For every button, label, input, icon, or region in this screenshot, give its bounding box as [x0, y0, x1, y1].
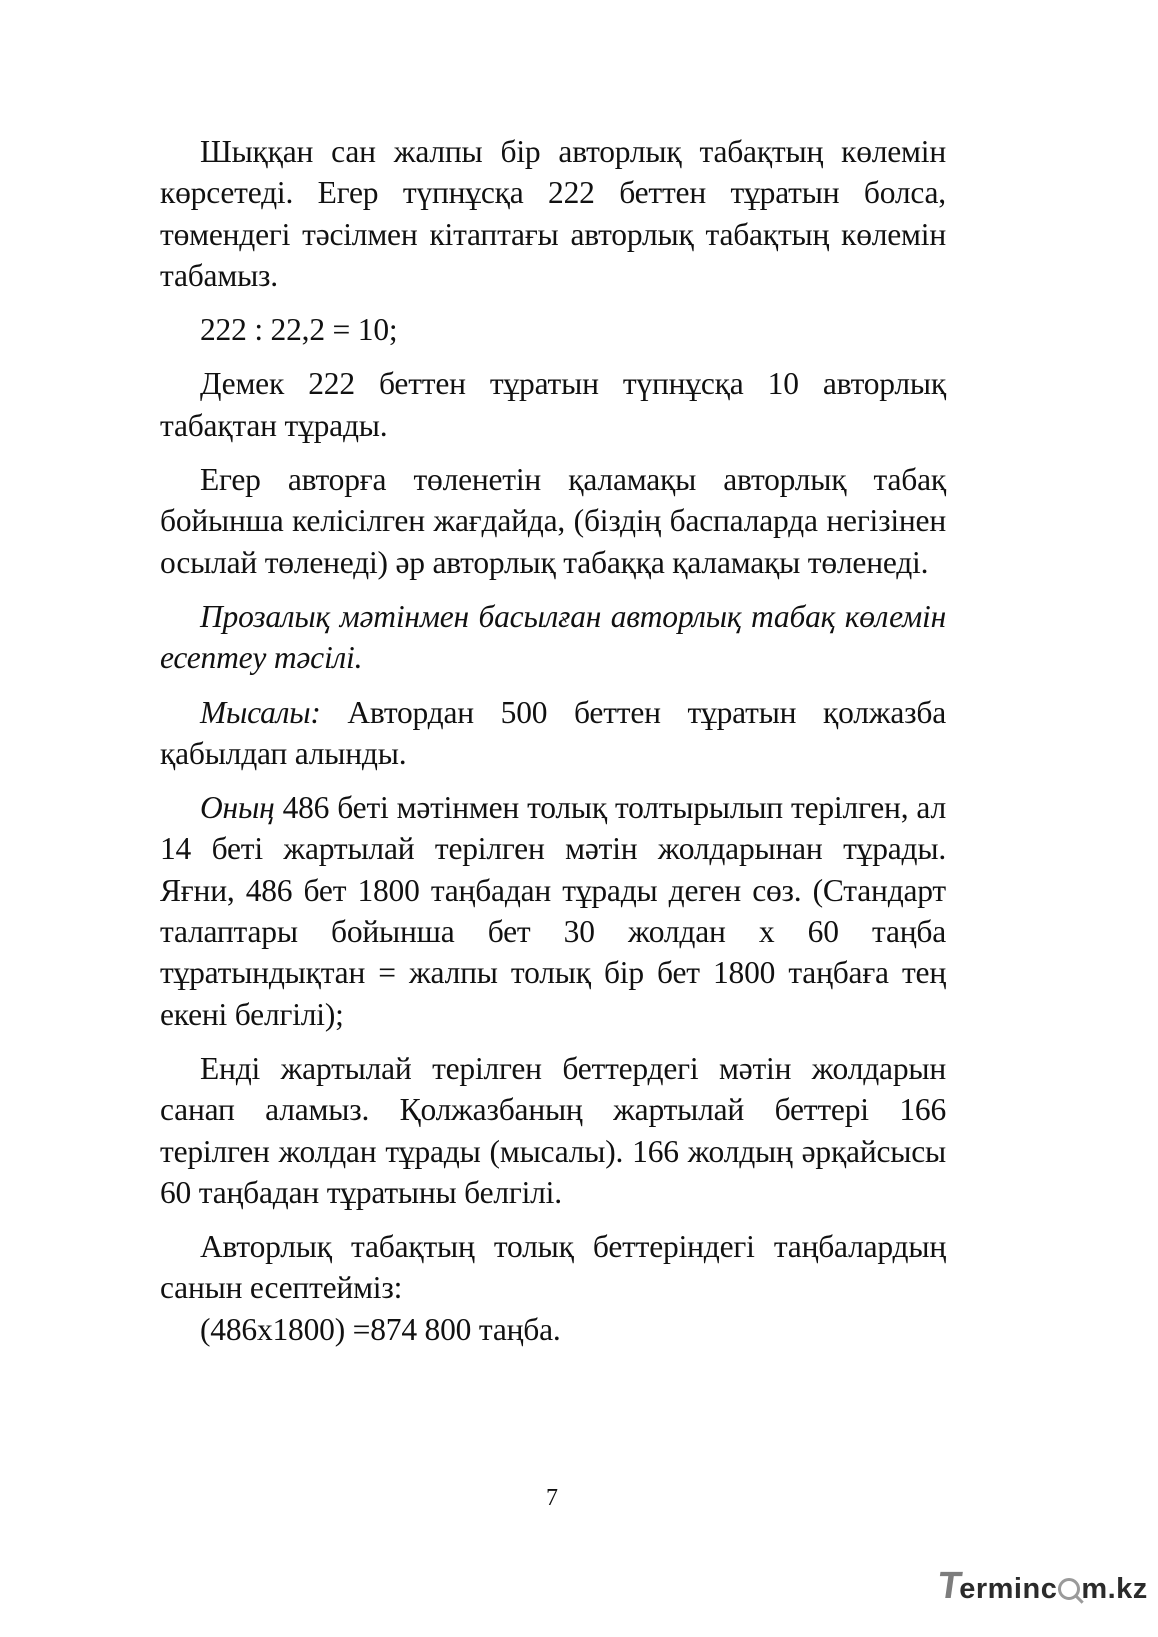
watermark-text-end: m.kz: [1081, 1573, 1148, 1605]
paragraph-8: Авторлық табақтың толық беттеріндегі таңбалардың санын есептейміз:: [160, 1229, 946, 1306]
page-body: [160, 131, 946, 1363]
paragraph-method-heading: Прозалық мәтінмен басылған авторлық табақ көлемін есептеу тәсілі.: [160, 598, 946, 676]
paragraph-3: Егер авторға төленетін қаламақы авторлық табақ бойынша келісілген жағдайда, (біздің баспаларда негізінен осылай төленеді) әр авторлық табаққа қаламақы төленеді.: [160, 462, 946, 580]
watermark-text-start: erminc: [959, 1573, 1058, 1605]
pages-detail-text: 486 беті мәтінмен толық толтырылып терілген, ал 14 беті жартылай терілген мәтін жолдарынан тұрады. Яғни, 486 бет 1800 таңбадан тұрады деген сөз. (Стандарт талаптары бойынша бет 30 жолдан х 60 таңба тұратындықтан = жалпы толық бір бет 1800 таңбаға тең екені белгілі);: [160, 790, 946, 1032]
formula-multiplication: (486х1800) =874 800 таңба.: [200, 1311, 561, 1347]
example-text: Автордан 500 беттен тұратын қолжазба қабылдап алынды.: [160, 694, 946, 771]
paragraph-1: Шыққан сан жалпы бір авторлық табақтың көлемін көрсетеді. Егер түпнұсқа 222 беттен тұратын болса, төмендегі тәсілмен кітаптағы авторлық табақтың көлемін табамыз.: [160, 134, 946, 293]
magnifier-icon: [1058, 1578, 1080, 1600]
paragraph-2: Демек 222 беттен тұратын түпнұсқа 10 авторлық табақтан тұрады.: [160, 366, 946, 443]
page-number: 7: [546, 1485, 558, 1511]
paragraph-7: Енді жартылай терілген беттердегі мәтін жолдарын санап аламыз. Қолжазбаның жартылай беттері 166 терілген жолдан тұрады (мысалы). 166 жолдың әрқайсысы 60 таңбадан тұратыны белгілі.: [160, 1050, 946, 1210]
paragraph-example: [160, 692, 946, 775]
paragraph-pages-detail: [160, 787, 946, 1035]
example-label: Мысалы:: [200, 694, 321, 730]
pages-detail-label: Оның: [200, 790, 275, 826]
watermark-first-letter: T: [935, 1565, 965, 1607]
site-watermark: [935, 1565, 1148, 1615]
formula-division: 222 : 22,2 = 10;: [200, 312, 398, 348]
